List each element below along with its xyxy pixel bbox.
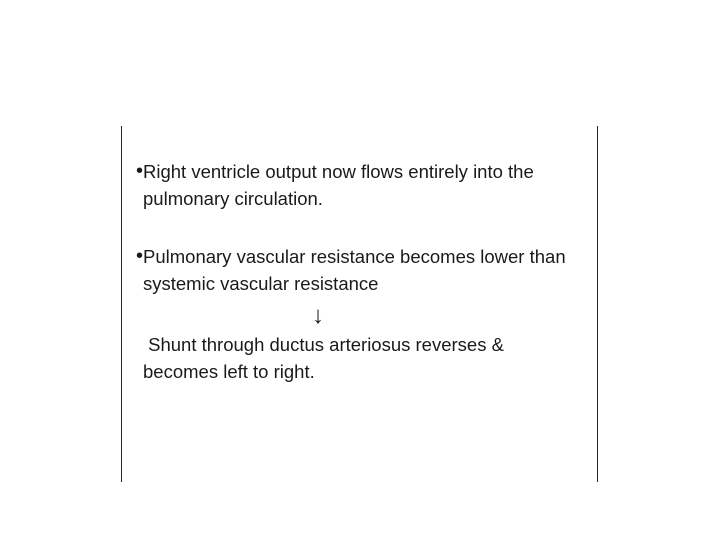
bullet-item [121,158,597,212]
slide-content [121,126,597,482]
right-border-line [597,126,598,482]
bullet-marker: • [135,160,143,182]
bullet-item [121,243,597,297]
bullet-text-content: Pulmonary vascular resistance becomes lower than systemic vascular resistance [143,246,566,294]
down-arrow-icon: ↓ [312,302,324,329]
bullet-text [143,243,597,297]
shunt-statement: Shunt through ductus arteriosus reverses & becomes left to right. [143,334,510,382]
bullet-text [143,158,597,212]
bullet-text-content: Right ventricle output now flows entirely into the pulmonary circulation. [143,161,534,209]
bullet-marker: • [135,245,143,267]
